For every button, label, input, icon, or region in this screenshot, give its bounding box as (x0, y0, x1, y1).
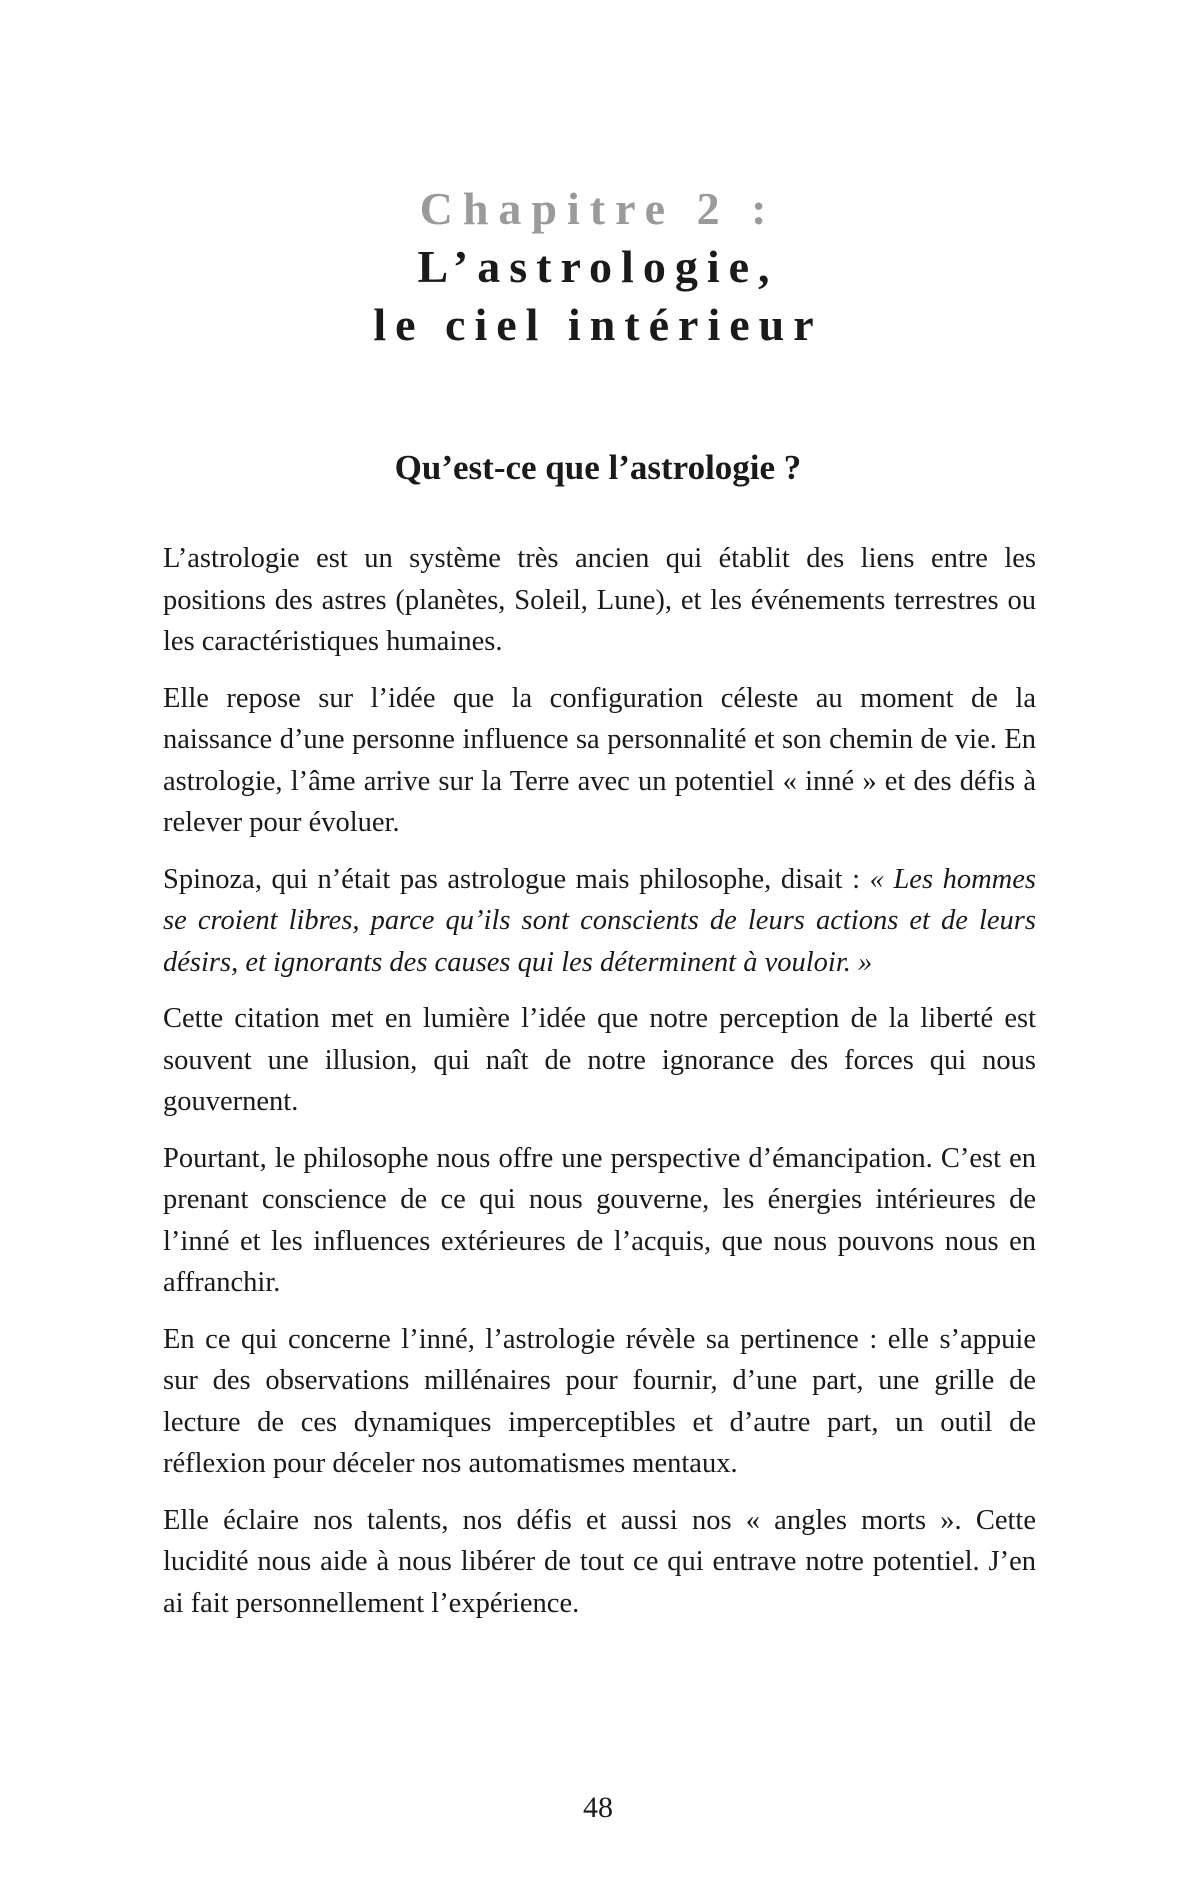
chapter-heading (0, 180, 1196, 354)
paragraph-with-quote (163, 859, 1036, 984)
chapter-title-line-2: le ciel intérieur (373, 299, 823, 350)
paragraph: Cette citation met en lumière l’idée que notre perception de la liberté est souvent une illusion, qui naît de notre ignorance des forces qui nous gouvernent. (163, 1003, 1036, 1117)
paragraph: Elle repose sur l’idée que la configuration céleste au moment de la naissance d’une personne influence sa personnalité et son chemin de vie. En astrologie, l’âme arrive sur la Terre avec un potentiel « inné » et des défis à relever pour évoluer. (163, 682, 1036, 838)
chapter-title-line-1: L’astrologie, (417, 241, 779, 292)
paragraph: Elle éclaire nos talents, nos défis et aussi nos « angles morts ». Cette lucidité nous aide à nous libérer de tout ce qui entrave notre potentiel. J’en ai fait personnellement l’expérience. (163, 1504, 1036, 1619)
chapter-label: Chapitre 2 : (419, 183, 777, 234)
spinoza-quote: « Les hommes se croient libres, parce qu’ils sont conscients de leurs actions et de leurs désirs, et ignorants des causes qui les déterminent à vouloir. » (163, 863, 1036, 978)
section-heading: Qu’est-ce que l’astrologie ? (394, 448, 802, 487)
paragraph: En ce qui concerne l’inné, l’astrologie révèle sa pertinence : elle s’appuie sur des observations millénaires pour fournir, d’une part, une grille de lecture de ces dynamiques imperceptibles et d’autre part, un outil de réflexion pour déceler nos automatismes mentaux. (163, 1323, 1036, 1479)
paragraph: L’astrologie est un système très ancien qui établit des liens entre les positions des astres (planètes, Soleil, Lune), et les événements terrestres ou les caractéristiques humaines. (163, 543, 1036, 657)
page-number: 48 (583, 1791, 613, 1824)
body-text (163, 538, 1036, 1639)
paragraph: Pourtant, le philosophe nous offre une perspective d’émancipation. C’est en prenant conscience de ce qui nous gouverne, les énergies intérieures de l’inné et les influences extérieures de l’acquis, que nous pouvons nous en affranchir. (163, 1142, 1036, 1298)
paragraph-lead: Spinoza, qui n’était pas astrologue mais philosophe, disait : (163, 863, 870, 895)
